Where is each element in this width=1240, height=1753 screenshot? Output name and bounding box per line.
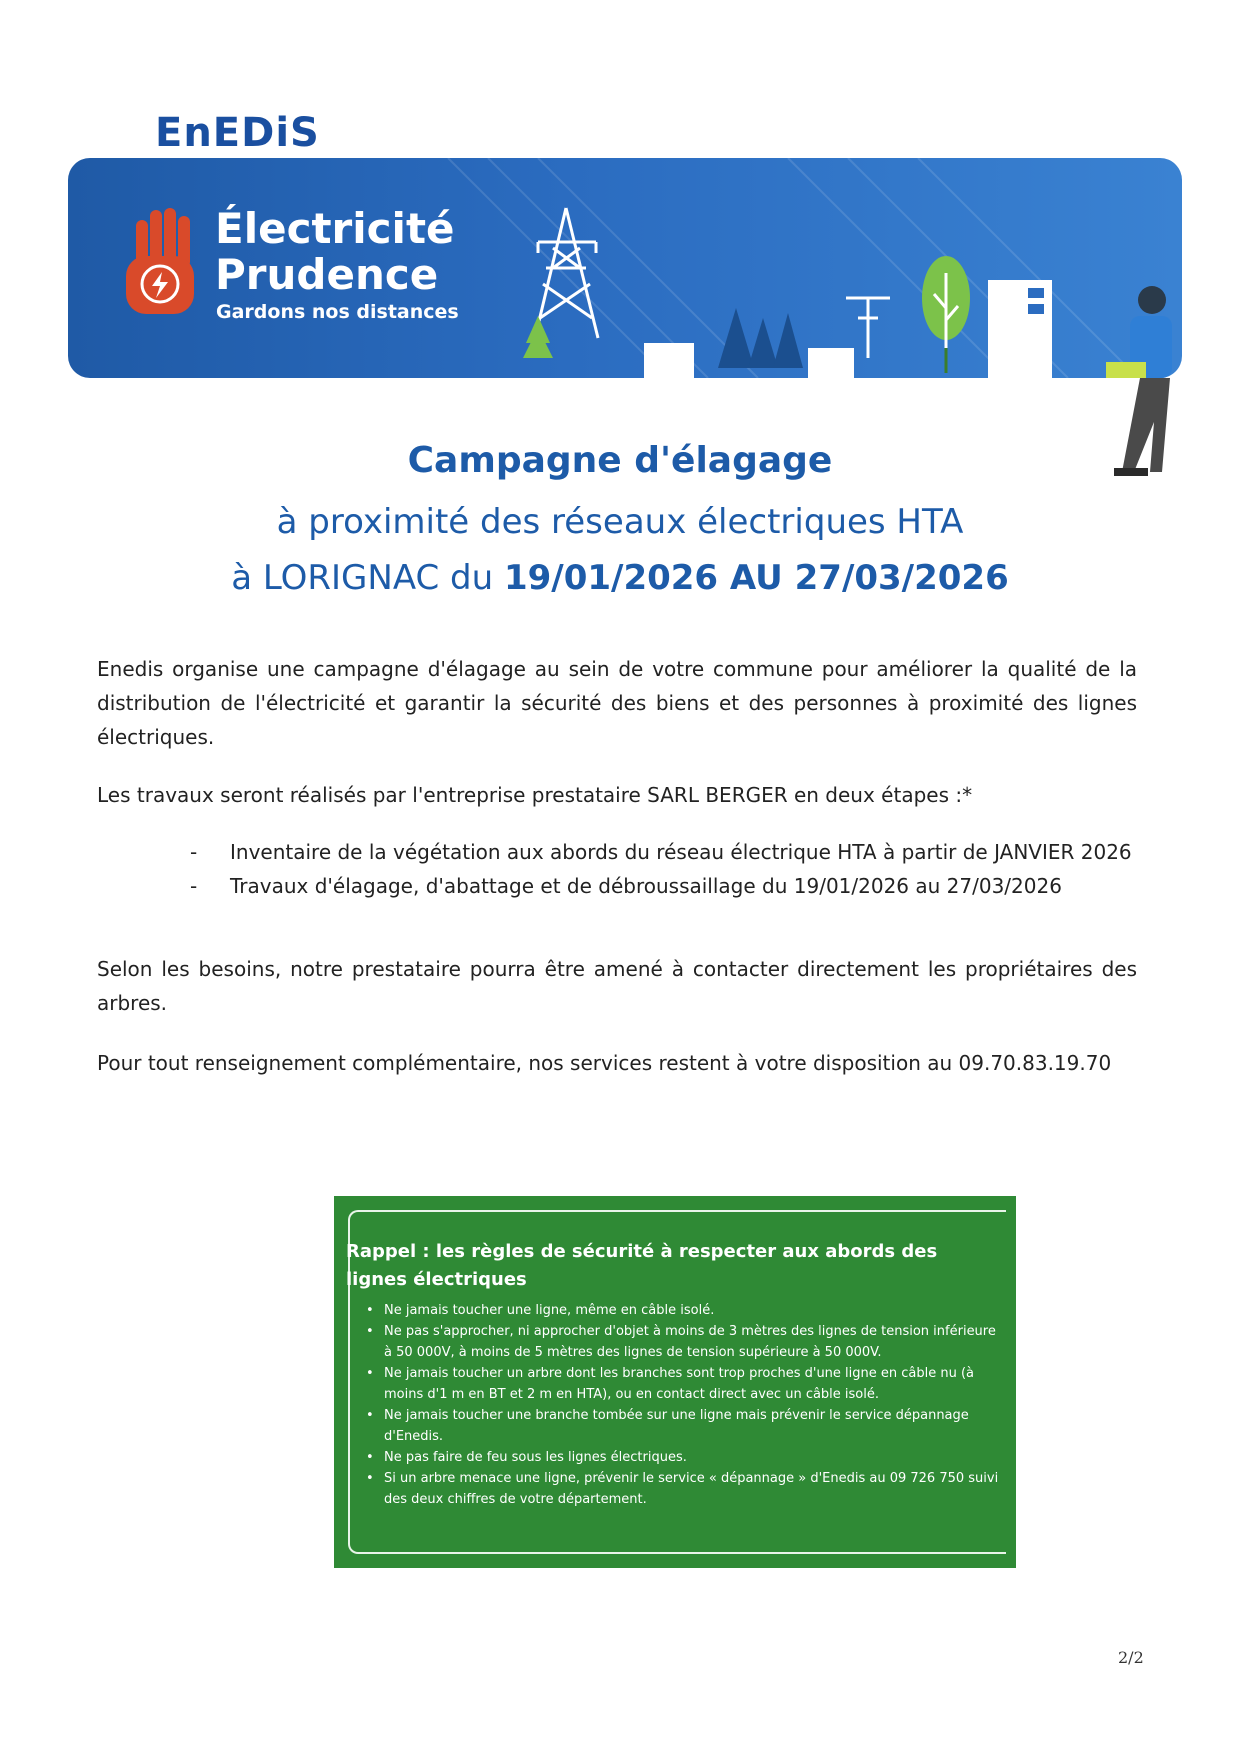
reminder-title: Rappel : les règles de sécurité à respecter aux abords des lignes électriques (346, 1241, 938, 1290)
steps-list (190, 835, 1132, 903)
step-item: - Travaux d'élagage, d'abattage et de débroussaillage du 19/01/2026 au 27/03/2026 (190, 869, 1132, 903)
reminder-item: • Ne pas faire de feu sous les lignes électriques. (362, 1447, 1002, 1468)
reminder-list (362, 1300, 1002, 1510)
page-number: 2/2 (1118, 1648, 1144, 1667)
works-paragraph: Les travaux seront réalisés par l'entreprise prestataire SARL BERGER en deux étapes :* (97, 783, 973, 807)
enedis-logo-mark (155, 108, 325, 154)
pine-tree-icons (523, 316, 553, 358)
campaign-title: Campagne d'élagage (407, 440, 833, 481)
reminder-item: • Si un arbre menace une ligne, prévenir le service « dépannage » d'Enedis au 09 726 750 suivi des deux chiffres de votre département. (362, 1468, 1002, 1510)
location-prefix: à LORIGNAC du (231, 558, 504, 598)
svg-text:EnEDiS: EnEDiS (155, 110, 320, 154)
banner-title-line1: Électricité (215, 204, 455, 253)
reminder-item: • Ne pas s'approcher, ni approcher d'objet à moins de 3 mètres des lignes de tension inférieure à 50 000V, à moins de 5 mètres des lignes de tension supérieure à 50 000V. (362, 1321, 1002, 1363)
campaign-subtitle: à proximité des réseaux électriques HTA (276, 502, 964, 542)
campaign-location-dates (0, 558, 1240, 598)
pylon-icon (535, 208, 598, 338)
step-item: - Inventaire de la végétation aux abords du réseau électrique HTA à partir de JANVIER 2026 (190, 835, 1132, 869)
reminder-item: • Ne jamais toucher une ligne, même en câble isolé. (362, 1300, 1002, 1321)
safety-reminder-box (334, 1196, 1016, 1568)
campaign-dates: 19/01/2026 AU 27/03/2026 (503, 558, 1009, 598)
reminder-item: • Ne jamais toucher une branche tombée sur une ligne mais prévenir le service dépannage d'Enedis. (362, 1405, 1002, 1447)
electricite-prudence-banner (68, 158, 1182, 378)
substation-icons (644, 280, 1052, 378)
owners-paragraph: Selon les besoins, notre prestataire pourra être amené à contacter directement les propriétaires des arbres. (97, 957, 1137, 1015)
intro-paragraph: Enedis organise une campagne d'élagage au sein de votre commune pour améliorer la qualité de la distribution de l'électricité et garantir la sécurité des biens et des personnes à proximité des lignes électriques. (97, 657, 1137, 749)
info-paragraph: Pour tout renseignement complémentaire, nos services restent à votre disposition au 09.70.83.19.70 (97, 1051, 1112, 1075)
banner-title-line2: Prudence (215, 250, 439, 299)
stop-hand-icon (122, 206, 202, 320)
banner-subtitle: Gardons nos distances (216, 301, 459, 323)
deciduous-tree-icon (922, 256, 970, 373)
reminder-item: • Ne jamais toucher un arbre dont les branches sont trop proches d'une ligne en câble nu (à moins d'1 m en BT et 2 m en HTA), ou en contact direct avec un câble isolé. (362, 1363, 1002, 1405)
enedis-logo (155, 108, 325, 154)
